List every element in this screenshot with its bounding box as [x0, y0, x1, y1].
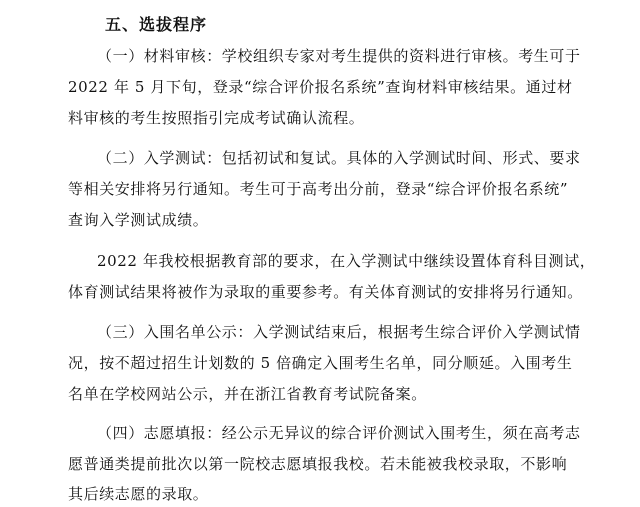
paragraph-application-line-1: （四）志愿填报：经公示无异议的综合评价测试入围考生，须在高考志 — [97, 424, 581, 442]
paragraph-pe-test-line-1: 2022 年我校根据教育部的要求，在入学测试中继续设置体育科目测试， — [97, 252, 596, 270]
paragraph-entrance-test-line-1: （二）入学测试：包括初试和复试。具体的入学测试时间、形式、要求 — [97, 149, 581, 167]
paragraph-entrance-test-line-3: 查询入学测试成绩。 — [68, 211, 209, 229]
paragraph-shortlist-line-1: （三）入围名单公示：入学测试结束后，根据考生综合评价入学测试情 — [97, 323, 581, 341]
paragraph-entrance-test-line-2: 等相关安排将另行通知。考生可于高考出分前，登录“综合评价报名系统” — [68, 180, 569, 198]
paragraph-shortlist-line-2: 况，按不超过招生计划数的 5 倍确定入围考生名单，同分顺延。入围考生 — [68, 354, 573, 372]
paragraph-application-line-3: 其后续志愿的录取。 — [68, 485, 209, 503]
section-heading: 五、选拔程序 — [105, 15, 208, 34]
paragraph-material-review-line-2: 2022 年 5 月下旬，登录“综合评价报名系统”查询材料审核结果。通过材 — [68, 78, 573, 96]
paragraph-material-review-line-1: （一）材料审核：学校组织专家对考生提供的资料进行审核。考生可于 — [97, 47, 581, 65]
paragraph-pe-test-line-2: 体育测试结果将被作为录取的重要参考。有关体育测试的安排将另行通知。 — [68, 283, 583, 301]
paragraph-application-line-2: 愿普通类提前批次以第一院校志愿填报我校。若未能被我校录取，不影响 — [68, 455, 568, 473]
paragraph-shortlist-line-3: 名单在学校网站公示，并在浙江省教育考试院备案。 — [68, 385, 427, 403]
paragraph-material-review-line-3: 料审核的考生按照指引完成考试确认流程。 — [68, 109, 365, 127]
